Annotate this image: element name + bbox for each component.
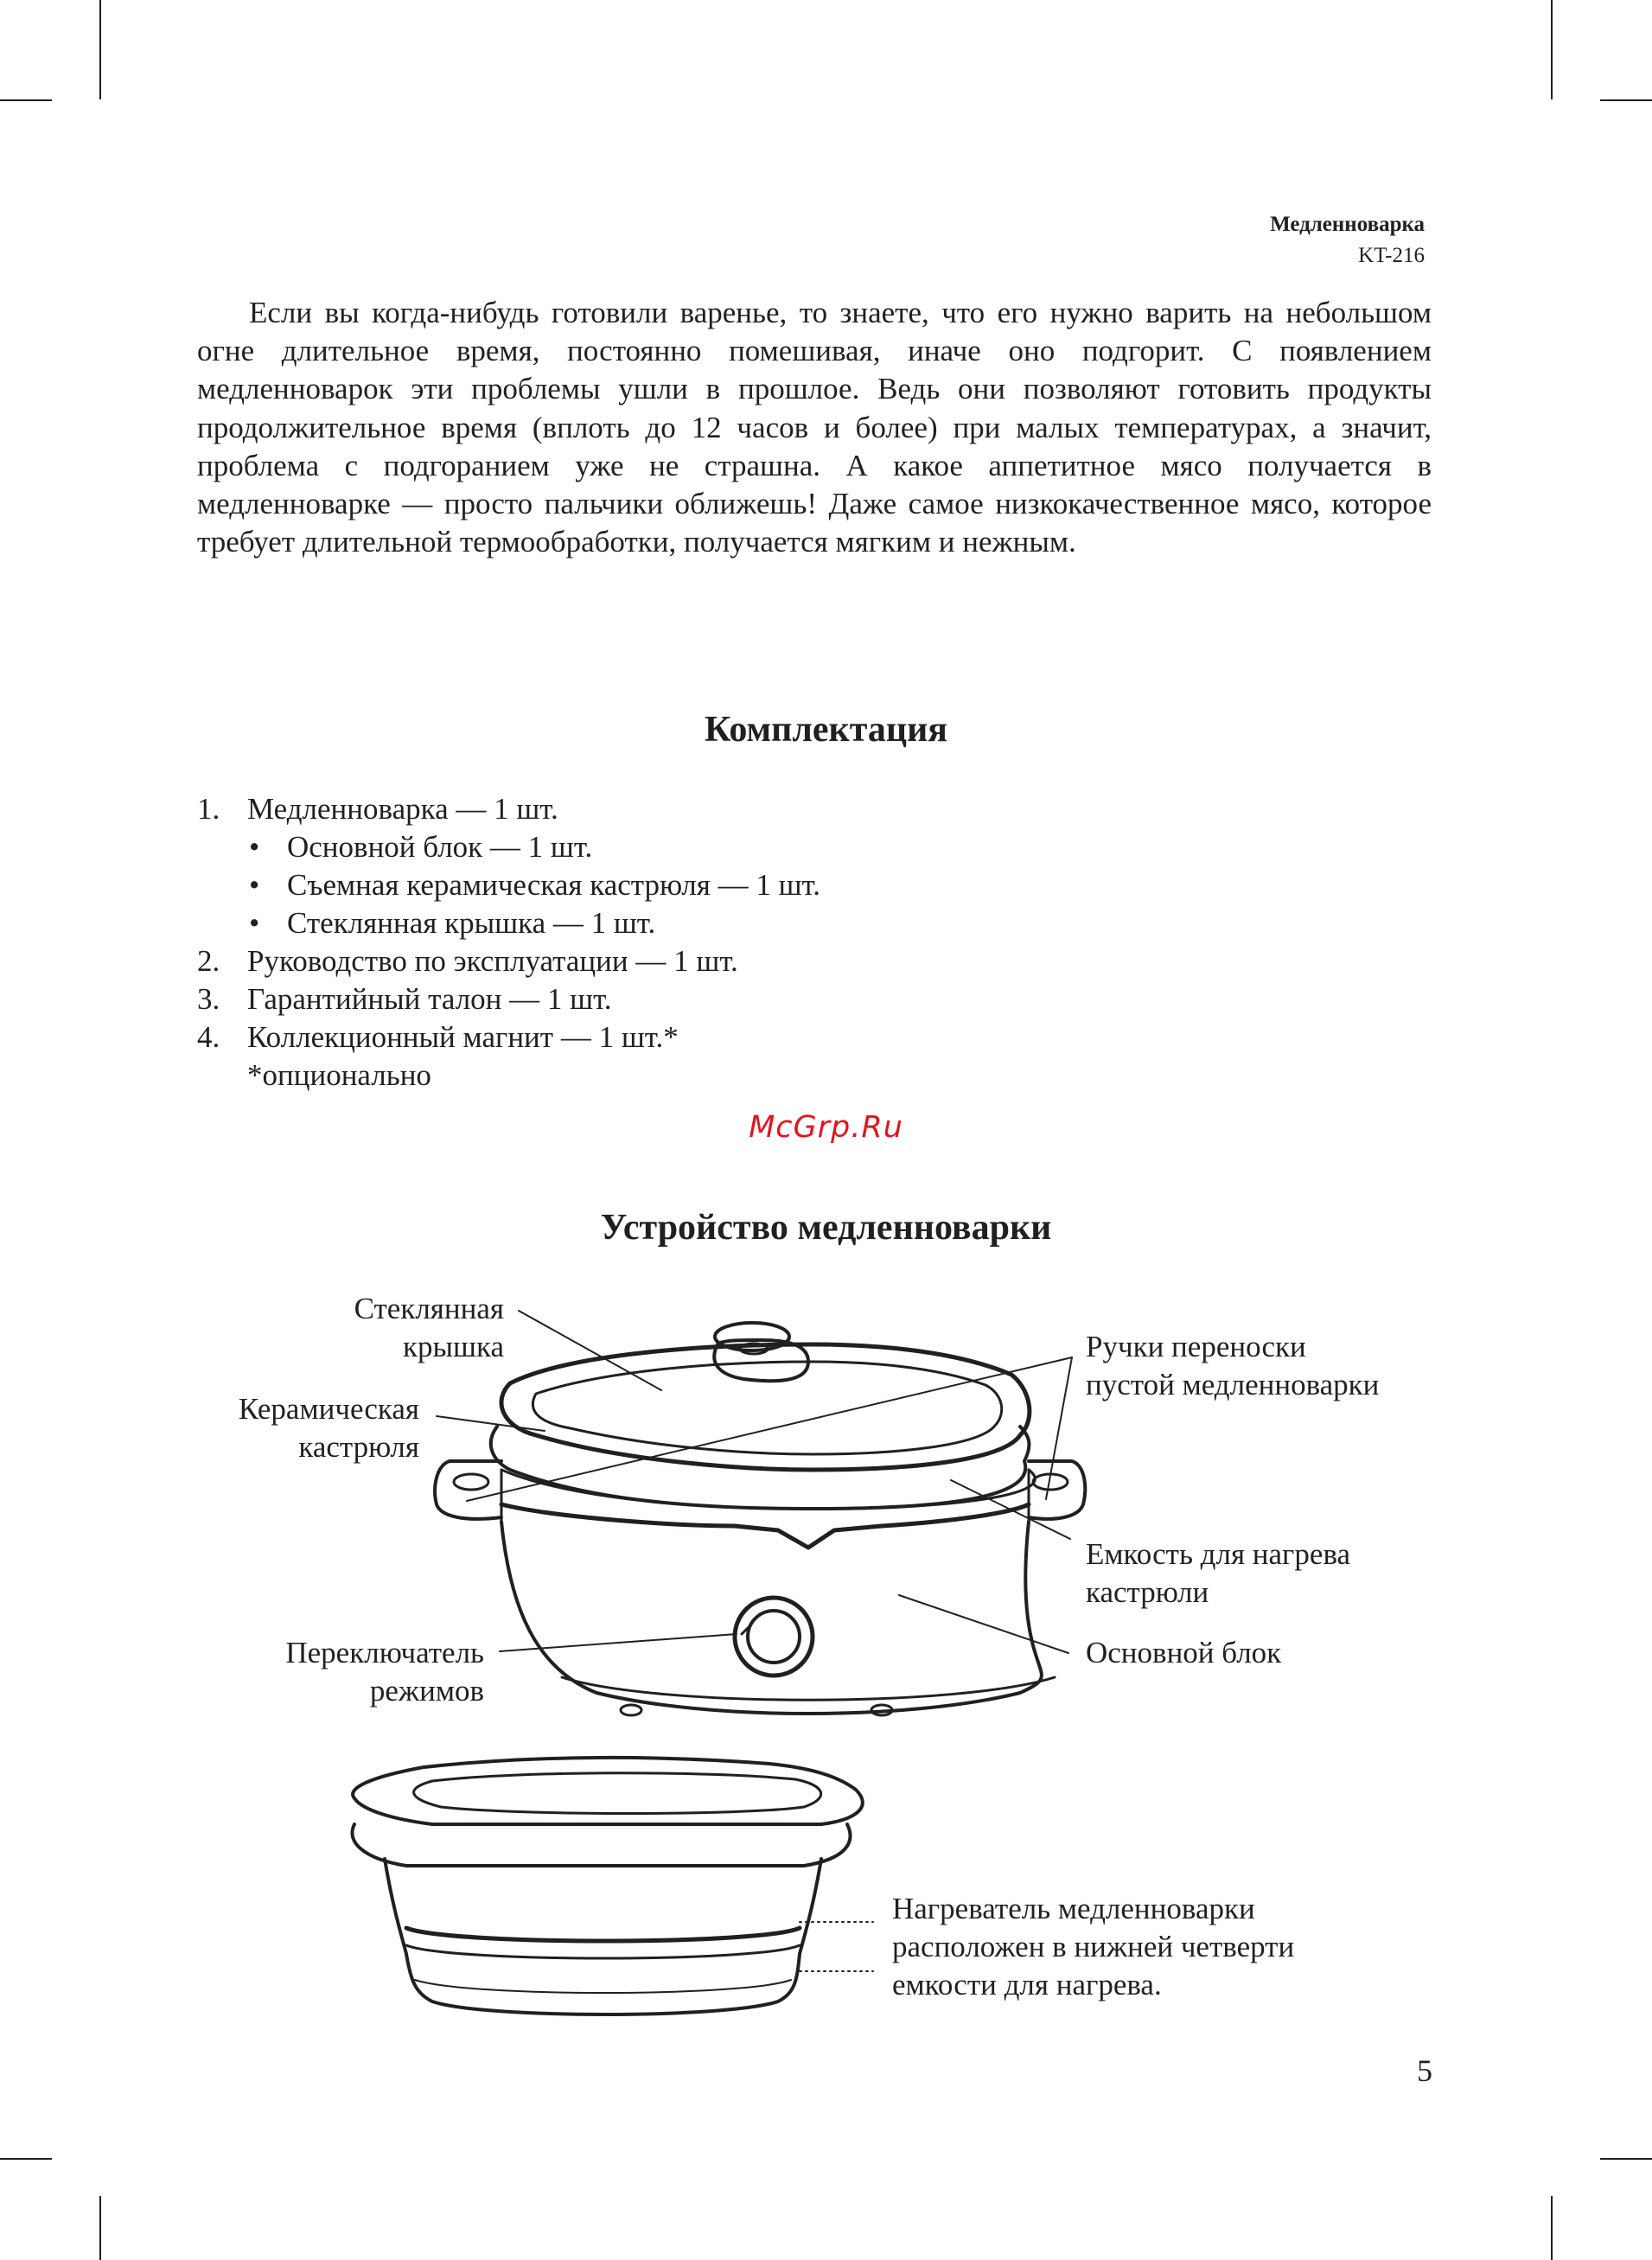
header-model: KT-216 <box>1358 244 1425 267</box>
leader-line-pot <box>437 1416 545 1431</box>
pot-rim-inner <box>414 1773 821 1814</box>
list-number: 2. <box>197 944 220 978</box>
foot-icon <box>621 1705 641 1715</box>
page-number: 5 <box>1417 2053 1432 2088</box>
pot-band-mid <box>406 1945 800 1958</box>
bullet-icon: • <box>249 906 260 940</box>
label-glass-lid: Стеклянная крышка <box>354 1292 504 1363</box>
pot-bottom <box>406 1954 800 2014</box>
bullet-icon: • <box>249 868 260 902</box>
bullet-icon: • <box>249 830 260 864</box>
list-text: Съемная керамическая кастрюля — 1 шт. <box>287 868 820 902</box>
list-number: 3. <box>197 982 220 1016</box>
leader-line-handle-right <box>1046 1357 1072 1499</box>
leader-line-handle-left <box>467 1357 1072 1501</box>
leader-line-main-unit <box>899 1595 1068 1653</box>
intro-paragraph: Если вы когда-нибудь готовили варенье, то знаете, что его нужно варить на небольшом огне длительное время, постоянно помешивая, иначе оно подгорит. С появлением медленноварок эти проблемы ушли в прошлое. Ведь они позволяют готовить продукты продолжительное время (вплоть до 12 часов и более) при малых температурах, а значит, проблема с подгоранием уже не страшна. А какое аппетитное мясо получается в медленноварке — просто пальчики оближешь! Даже самое низкокачественное мясо, которое требует длительной термообработки, получается мягким и нежным. <box>197 296 1432 559</box>
label-mode-switch: Переключатель режимов <box>285 1636 484 1708</box>
list-number: 4. <box>197 1020 220 1054</box>
watermark-link[interactable]: McGrp.Ru <box>749 1110 903 1145</box>
header-title: Медленноварка <box>1270 213 1425 236</box>
label-heating-vessel: Емкость для нагрева кастрюли <box>1086 1537 1351 1609</box>
handle-slot-icon <box>454 1474 488 1490</box>
label-heater-note: Нагреватель медленноварки расположен в нижней четверти емкости для нагрева. <box>892 1892 1295 2001</box>
heating-vessel-band <box>501 1504 1029 1548</box>
footnote-text: *опционально <box>247 1058 431 1092</box>
mode-switch-dial-inner <box>748 1611 800 1663</box>
main-unit-base <box>562 1677 1055 1700</box>
leader-line-lid <box>519 1311 661 1390</box>
list-number: 1. <box>197 792 220 826</box>
main-unit-body <box>501 1522 1042 1714</box>
heating-vessel-wall <box>501 1470 1029 1522</box>
list-text: Руководство по эксплуатации — 1 шт. <box>247 944 738 978</box>
label-ceramic-pot: Керамическая кастрюля <box>238 1392 419 1464</box>
list-text: Гарантийный талон — 1 шт. <box>247 982 612 1016</box>
label-main-unit: Основной блок <box>1086 1636 1282 1669</box>
label-handles: Ручки переноски пустой медленноварки <box>1086 1330 1380 1401</box>
removable-pot-figure <box>350 1758 885 2014</box>
list-text: Коллекционный магнит — 1 шт.* <box>247 1020 679 1054</box>
pot-flange <box>353 1824 851 1866</box>
glass-lid-inner <box>533 1362 1001 1454</box>
list-text: Стеклянная крышка — 1 шт. <box>287 906 656 940</box>
pot-base-ring <box>415 1980 791 1993</box>
list-text: Медленноварка — 1 шт. <box>247 792 558 826</box>
device-heading: Устройство медленноварки <box>600 1208 1052 1248</box>
list-text: Основной блок — 1 шт. <box>287 830 593 864</box>
pot-band-top <box>406 1928 800 1941</box>
kit-heading: Комплектация <box>704 710 948 750</box>
